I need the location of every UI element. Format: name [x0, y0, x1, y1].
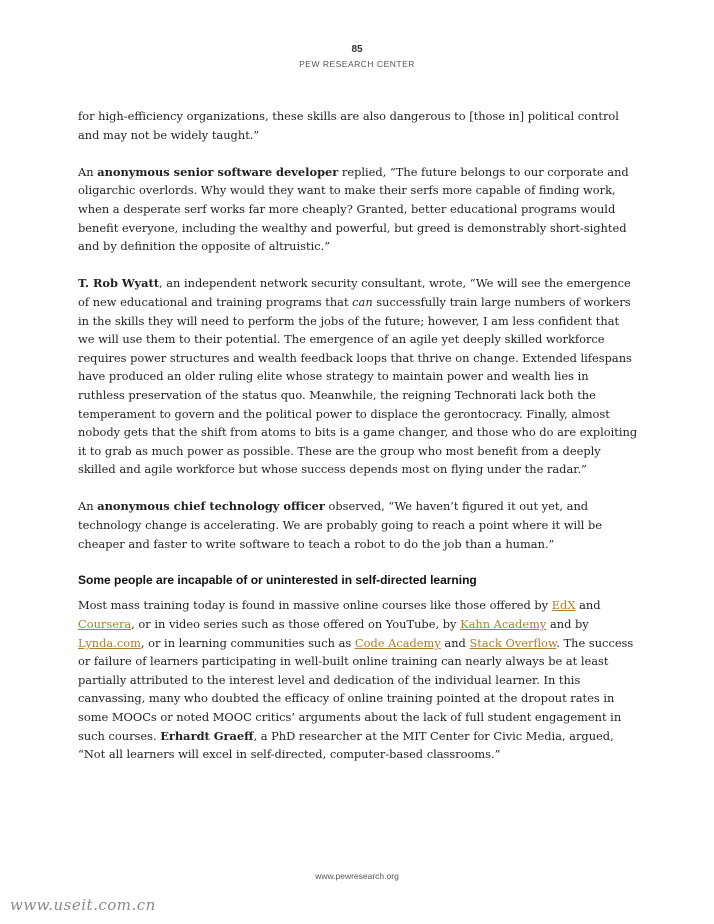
speaker-name: T. Rob Wyatt [78, 276, 159, 291]
paragraph-4 [78, 497, 638, 553]
page-number: 85 [351, 44, 363, 55]
paragraph-4-text: observed, “We haven’t figured it out yet, and technology change is accelerating. We are probably going to reach a point where it will be cheaper and faster to write software to teach a robot to do the job than a human.” [78, 499, 603, 551]
link-coursera[interactable]: Coursera [78, 617, 132, 632]
paragraph-5-text: , or in learning communities such as [140, 635, 355, 650]
speaker-name: anonymous chief technology officer [97, 499, 325, 514]
paragraph-3-text-a: , an independent network security consultant, wrote, “We will see the emergence of new educational and training programs that [78, 276, 631, 309]
document-body [78, 107, 638, 782]
speaker-name: Erhardt Graeff [160, 728, 254, 743]
paragraph-5-text: and [440, 635, 470, 650]
paragraph-4-intro: An [78, 499, 98, 514]
page-header [0, 44, 714, 69]
paragraph-2-text: replied, “The future belongs to our corporate and oligarchic overlords. Why would they want to make their serfs more capable of finding work, when a desperate serf works far more cheaply? Granted, better educational programs would benefit everyone, including the wealthy and powerful, but greed is demonstrably short-sighted and by definition the opposite of altruistic.” [78, 164, 629, 254]
paragraph-2-intro: An [78, 164, 98, 179]
link-lynda[interactable]: Lynda.com [78, 635, 141, 650]
watermark: www.useit.com.cn [10, 896, 156, 914]
paragraph-5-text: and by [546, 617, 589, 632]
link-edx[interactable]: EdX [551, 598, 576, 613]
paragraph-1 [78, 107, 638, 144]
paragraph-5 [78, 596, 638, 763]
link-stack-overflow[interactable]: Stack Overflow [469, 635, 557, 650]
paragraph-2 [78, 163, 638, 256]
paragraph-3 [78, 274, 638, 479]
section-heading: Some people are incapable of or uninterested in self-directed learning [78, 572, 477, 587]
paragraph-5-text: , a PhD researcher at the MIT Center for Civic Media, argued, “Not all learners will excel in self-directed, computer-based classrooms.” [78, 728, 614, 762]
emphasis: can [352, 294, 373, 309]
footer-url: www.pewresearch.org [315, 871, 399, 881]
link-kahn-academy[interactable]: Kahn Academy [460, 617, 547, 632]
paragraph-1-text: for high-efficiency organizations, these skills are also dangerous to [those in] political control and may not be widely taught.” [78, 109, 619, 142]
paragraph-5-text: . The success or failure of learners participating in well-built online training can nearly always be at least partially attributed to the interest level and dedication of the individual learner. In this canvassing, many who doubted the efficacy of online training pointed at the dropout rates in some MOOCs or noted MOOC critics’ arguments about the lack of full student engagement in such courses. [78, 635, 634, 743]
paragraph-5-text: Most mass training today is found in massive online courses like those offered by [78, 598, 552, 613]
link-code-academy[interactable]: Code Academy [354, 635, 441, 650]
paragraph-5-text: and [575, 598, 601, 613]
organization-name: PEW RESEARCH CENTER [299, 59, 415, 69]
paragraph-3-text-b: successfully train large numbers of workers in the skills they will need to perform the jobs of the future; however, I am less confident that we will use them to their potential. The emergence of an agile yet deeply skilled workforce requires power structures and wealth feedback loops that thrive on change. Extended lifespans have produced an older ruling elite whose strategy to maintain power and wealth lies in ruthless preservation of the status quo. Meanwhile, the reigning Technorati lack both the temperament to govern and the political power to displace the gerontocracy. Finally, almost nobody gets that the shift from atoms to bits is a game changer, and those who do are exploiting it to grab as much power as possible. These are the group who most benefit from a deeply skilled and agile workforce but whose success depends most on flying under the radar.” [78, 294, 638, 477]
speaker-name: anonymous senior software developer [97, 164, 339, 179]
paragraph-5-text: , or in video series such as those offered on YouTube, by [131, 617, 461, 632]
